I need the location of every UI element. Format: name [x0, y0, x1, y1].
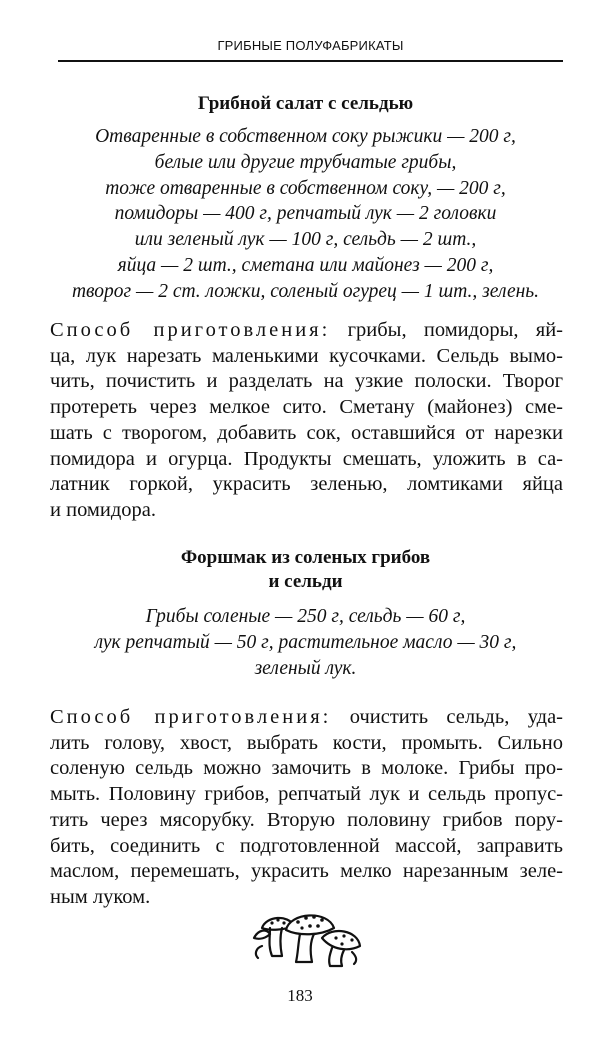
ingredient-line: помидоры — 400 г, репчатый лук — 2 головки: [114, 203, 497, 225]
method-line: помидора и огурца. Продукты смешать, уложить в са-: [50, 447, 563, 470]
method-line: лить голову, хвост, выбрать кости, промыть. Сильно: [50, 731, 563, 754]
method-text: очистить сельдь, уда-: [349, 706, 564, 728]
method-line: ным луком.: [50, 885, 151, 908]
method-line: бить, соединить с подготовленной массой, заправить: [50, 834, 563, 857]
method-line: ца, лук нарезать маленькими кусочками. Сельдь вымо-: [50, 344, 563, 367]
recipe-title-line: и сельди: [268, 571, 343, 592]
method-line: латник горкой, украсить зеленью, ломтиками яйца: [50, 473, 563, 496]
mushrooms-icon: [248, 908, 364, 970]
method-line: маслом, перемешать, украсить мелко нарезанным зеле-: [50, 860, 563, 883]
method-line: [50, 705, 563, 731]
ingredient-line: творог — 2 ст. ложки, соленый огурец — 1 шт., зелень.: [71, 280, 540, 302]
method-line: шать с творогом, добавить сок, оставшийся от нарезки: [50, 421, 563, 444]
page-number: 183: [287, 986, 313, 1005]
ingredient-line: яйца — 2 шт., сметана или майонез — 200 г,: [117, 254, 494, 276]
method-line: чить, почистить и разделать на узкие полоски. Творог: [50, 370, 563, 393]
method-line: соленую сельдь можно замочить в молоке. Грибы про-: [50, 757, 563, 780]
method-paragraph: [50, 705, 563, 911]
recipe-title: [48, 546, 563, 594]
ingredient-line: лук репчатый — 50 г, растительное масло — 30 г,: [94, 631, 517, 653]
method-line: [50, 318, 563, 344]
method-line: и помидора.: [50, 498, 157, 521]
recipe-title-line: Форшмак из соленых грибов: [180, 547, 431, 568]
recipe-title: [48, 92, 563, 116]
ingredient-line: или зеленый лук — 100 г, сельдь — 2 шт.,: [134, 229, 477, 251]
header-rule: [58, 60, 563, 62]
ingredient-line: Грибы соленые — 250 г, сельдь — 60 г,: [145, 606, 466, 627]
method-line: мыть. Половину грибов, репчатый лук и сельдь пропус-: [50, 783, 563, 806]
ingredient-line: тоже отваренные в собственном соку, — 200 г,: [105, 177, 506, 199]
method-label: Способ приготовления:: [50, 319, 331, 341]
ingredients-list: [48, 604, 563, 681]
ingredient-line: зеленый лук.: [254, 657, 357, 679]
running-header: ГРИБНЫЕ ПОЛУФАБРИКАТЫ: [217, 38, 404, 53]
method-line: протереть через мелкое сито. Сметану (майонез) сме-: [50, 396, 563, 419]
method-line: тить через мясорубку. Вторую половину грибов пору-: [50, 808, 563, 831]
ingredients-list: [48, 124, 563, 305]
recipe-title-line: Грибной салат с сельдью: [197, 93, 414, 114]
method-paragraph: [50, 318, 563, 524]
ingredient-line: Отваренные в собственном соку рыжики — 200 г,: [95, 126, 516, 147]
method-label: Способ приготовления:: [50, 706, 332, 728]
ingredient-line: белые или другие трубчатые грибы,: [154, 151, 457, 173]
method-text: грибы, помидоры, яй-: [347, 319, 563, 341]
